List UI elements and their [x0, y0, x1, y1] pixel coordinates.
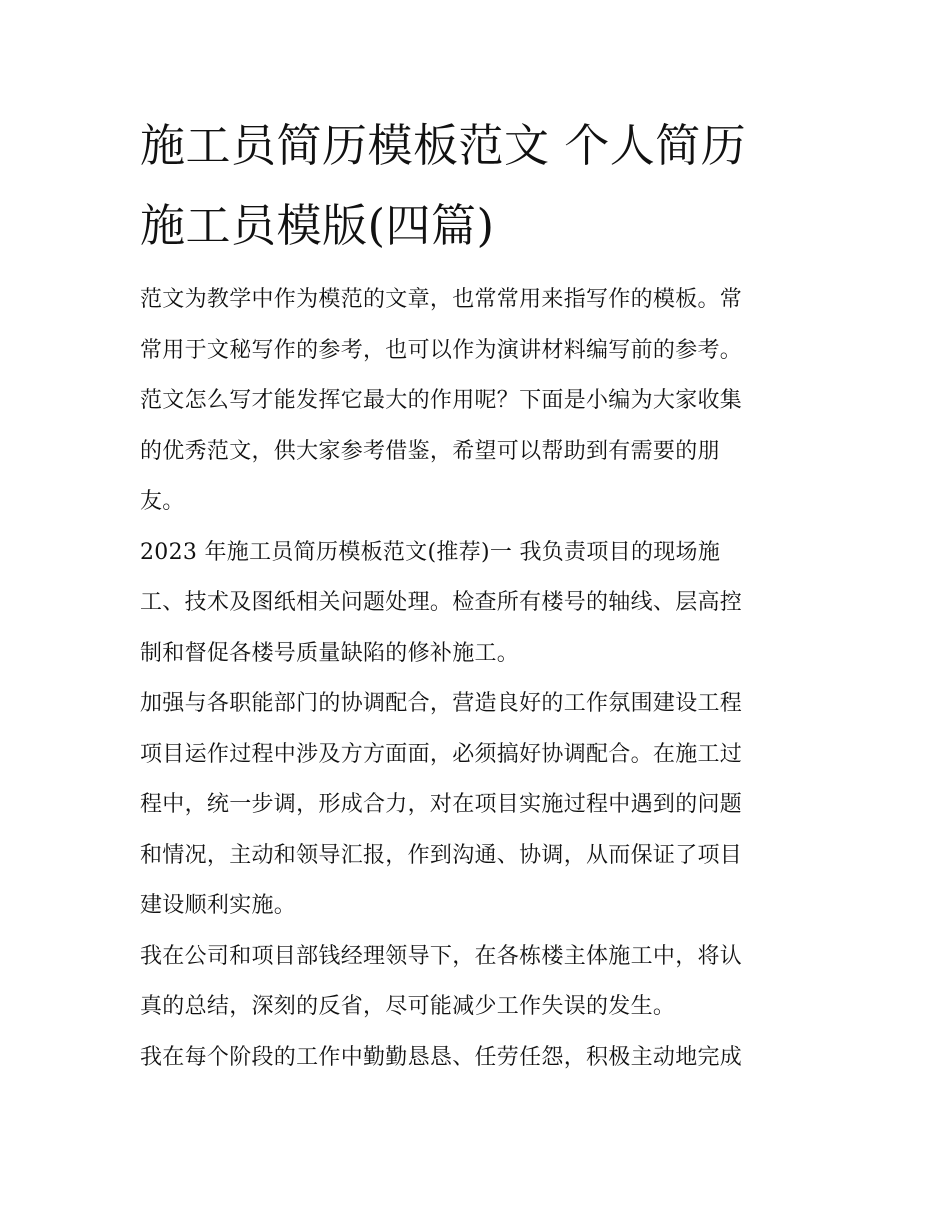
body-line: 项目运作过程中涉及方方面面，必须搞好协调配合。在施工过: [140, 742, 743, 767]
body-line: 我在每个阶段的工作中勤勤恳恳、任劳任怨，积极主动地完成: [140, 1045, 743, 1070]
body-line: 2023 年施工员简历模板范文(推荐)一 我负责项目的现场施: [140, 540, 721, 565]
body-line: 建设顺利实施。: [140, 893, 297, 918]
body-line: 常用于文秘写作的参考，也可以作为演讲材料编写前的参考。: [140, 338, 743, 363]
body-line: 我在公司和项目部钱经理领导下，在各栋楼主体施工中，将认: [140, 944, 743, 969]
body-line: 和情况，主动和领导汇报，作到沟通、协调，从而保证了项目: [140, 843, 743, 868]
document-title-line-2: 施工员模版(四篇): [140, 199, 495, 252]
body-line: 工、技术及图纸相关问题处理。检查所有楼号的轴线、层高控: [140, 590, 743, 615]
body-line: 真的总结，深刻的反省，尽可能减少工作失误的发生。: [140, 994, 676, 1019]
body-line: 制和督促各楼号质量缺陷的修补施工。: [140, 641, 520, 666]
body-line: 范文为教学中作为模范的文章，也常常用来指写作的模板。常: [140, 287, 743, 312]
body-line: 程中，统一步调，形成合力，对在项目实施过程中遇到的问题: [140, 792, 743, 817]
body-line: 加强与各职能部门的协调配合，营造良好的工作氛围建设工程: [140, 691, 743, 716]
body-line: 的优秀范文，供大家参考借鉴，希望可以帮助到有需要的朋: [140, 439, 720, 464]
document-title-line-1: 施工员简历模板范文 个人简历: [140, 119, 747, 172]
body-line: 友。: [140, 489, 185, 514]
body-line: 范文怎么写才能发挥它最大的作用呢？下面是小编为大家收集: [140, 388, 743, 413]
